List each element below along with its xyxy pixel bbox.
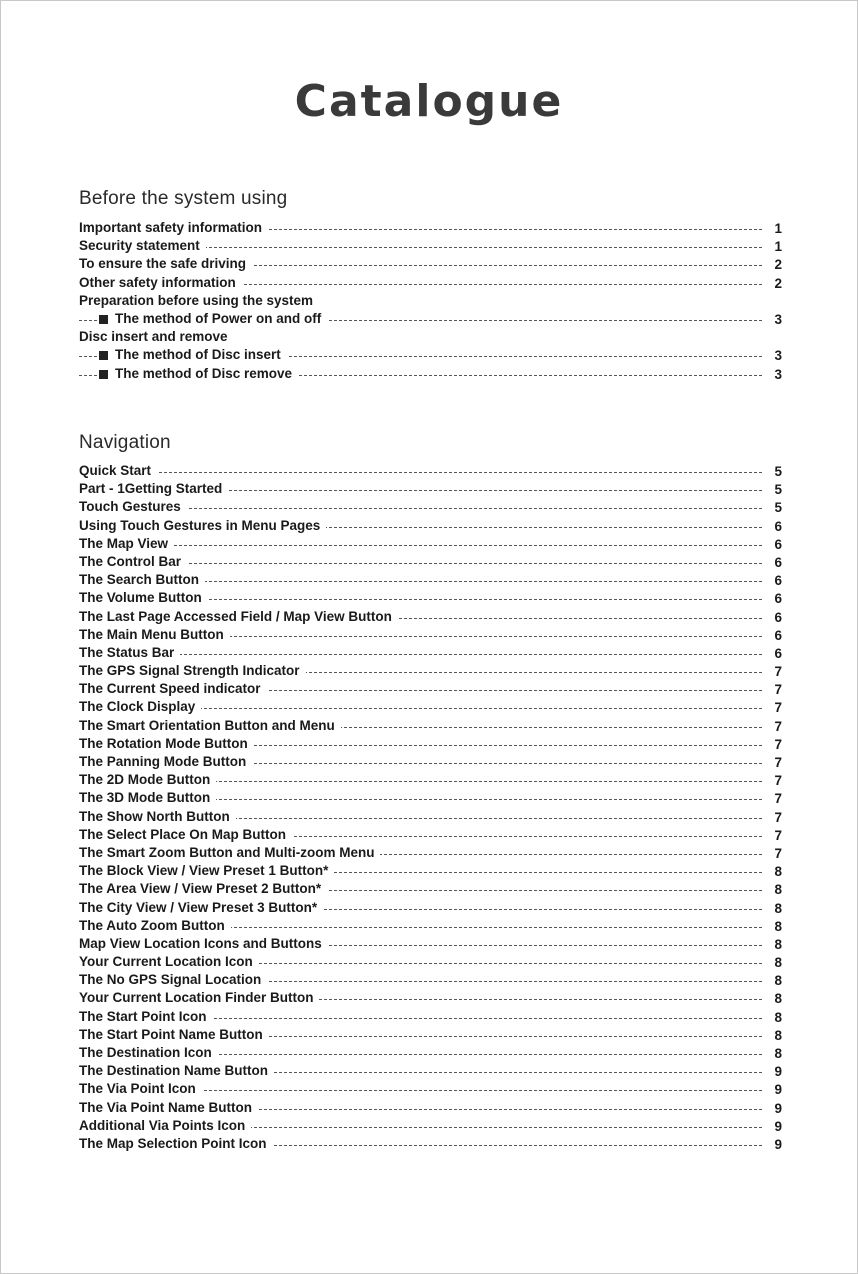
toc-entry-page: 8 xyxy=(762,863,782,881)
toc-entry-label: The Current Speed indicator xyxy=(79,680,267,698)
toc-entry-label: The Start Point Name Button xyxy=(79,1026,269,1044)
toc-entry[interactable] xyxy=(79,255,782,273)
toc-entry[interactable] xyxy=(79,571,782,589)
toc-entry[interactable] xyxy=(79,608,782,626)
toc-entry-page: 1 xyxy=(762,220,782,238)
toc-entry-label: The Via Point Name Button xyxy=(79,1099,258,1117)
toc-entry-page: 8 xyxy=(762,1045,782,1063)
toc-entry[interactable] xyxy=(79,771,782,789)
toc-entry-label: The 3D Mode Button xyxy=(79,789,216,807)
toc-entry-label: The No GPS Signal Location xyxy=(79,971,267,989)
toc-entry[interactable] xyxy=(79,880,782,898)
section-heading: Navigation xyxy=(79,432,171,453)
toc-entry[interactable] xyxy=(79,553,782,571)
toc-entry[interactable] xyxy=(79,935,782,953)
toc-entry-page: 7 xyxy=(762,699,782,717)
toc-entry-page: 6 xyxy=(762,572,782,590)
toc-entry[interactable] xyxy=(79,480,782,498)
toc-entry-label: The Map View xyxy=(79,535,174,553)
toc-entry-label: The Rotation Mode Button xyxy=(79,735,254,753)
toc-entry[interactable] xyxy=(79,1135,782,1153)
toc-entry-page: 6 xyxy=(762,518,782,536)
toc-entry-page: 7 xyxy=(762,718,782,736)
toc-entry-label: The Destination Name Button xyxy=(79,1062,274,1080)
toc-entry-label: Touch Gestures xyxy=(79,498,187,516)
toc-entry-label: Map View Location Icons and Buttons xyxy=(79,935,328,953)
toc-entry-page: 3 xyxy=(762,311,782,329)
toc-entry-page: 7 xyxy=(762,790,782,808)
toc-entry-page: 8 xyxy=(762,881,782,899)
toc-entry-label: The Auto Zoom Button xyxy=(79,917,231,935)
toc-entry[interactable] xyxy=(79,698,782,716)
toc-entry-page: 8 xyxy=(762,918,782,936)
toc-entry[interactable] xyxy=(79,535,782,553)
toc-entry-page: 7 xyxy=(762,827,782,845)
toc-entry-label: Other safety information xyxy=(79,274,242,292)
toc-entry-page: 6 xyxy=(762,554,782,572)
toc-entry-page: 6 xyxy=(762,590,782,608)
toc-entry[interactable] xyxy=(79,989,782,1007)
toc-entry[interactable] xyxy=(79,1044,782,1062)
toc-entry-label: Additional Via Points Icon xyxy=(79,1117,251,1135)
toc-entry[interactable] xyxy=(79,498,782,516)
toc-entry-label: Quick Start xyxy=(79,462,157,480)
toc-entry[interactable] xyxy=(79,365,782,383)
toc-entry-label: The method of Disc remove xyxy=(97,365,298,383)
toc-section-before xyxy=(79,219,782,383)
toc-entry[interactable] xyxy=(79,462,782,480)
square-bullet-icon xyxy=(99,370,108,379)
toc-entry-page: 8 xyxy=(762,1009,782,1027)
toc-entry-page: 5 xyxy=(762,481,782,499)
toc-entry[interactable] xyxy=(79,1080,782,1098)
dot-leader xyxy=(79,545,762,546)
toc-entry-page: 6 xyxy=(762,609,782,627)
toc-entry[interactable] xyxy=(79,237,782,255)
toc-entry-label: The Destination Icon xyxy=(79,1044,218,1062)
toc-entry[interactable] xyxy=(79,789,782,807)
toc-entry-page: 6 xyxy=(762,536,782,554)
toc-entry-label: The Status Bar xyxy=(79,644,180,662)
toc-entry[interactable] xyxy=(79,626,782,644)
toc-entry-label: The Start Point Icon xyxy=(79,1008,213,1026)
toc-entry-label: The Main Menu Button xyxy=(79,626,230,644)
toc-entry[interactable] xyxy=(79,1062,782,1080)
toc-entry-page: 8 xyxy=(762,900,782,918)
toc-entry-page: 8 xyxy=(762,954,782,972)
toc-entry[interactable] xyxy=(79,753,782,771)
toc-entry[interactable] xyxy=(79,292,782,310)
toc-entry[interactable] xyxy=(79,971,782,989)
toc-entry-label: Your Current Location Finder Button xyxy=(79,989,319,1007)
toc-entry[interactable] xyxy=(79,328,782,346)
toc-entry-label: The Smart Orientation Button and Menu xyxy=(79,717,341,735)
toc-entry-label: The 2D Mode Button xyxy=(79,771,216,789)
toc-entry-label: The Control Bar xyxy=(79,553,187,571)
toc-entry-page: 7 xyxy=(762,845,782,863)
toc-entry[interactable] xyxy=(79,717,782,735)
toc-entry[interactable] xyxy=(79,953,782,971)
toc-entry[interactable] xyxy=(79,680,782,698)
toc-entry-page: 3 xyxy=(762,366,782,384)
toc-entry-page: 9 xyxy=(762,1118,782,1136)
toc-entry-page: 5 xyxy=(762,499,782,517)
toc-entry-page: 7 xyxy=(762,736,782,754)
toc-entry[interactable] xyxy=(79,1008,782,1026)
dot-leader xyxy=(79,654,762,655)
toc-entry[interactable] xyxy=(79,310,782,328)
toc-entry-page: 8 xyxy=(762,990,782,1008)
toc-entry-label: The Volume Button xyxy=(79,589,208,607)
toc-entry[interactable] xyxy=(79,1099,782,1117)
toc-entry[interactable] xyxy=(79,274,782,292)
toc-entry-label: Preparation before using the system xyxy=(79,292,319,310)
toc-entry-page: 8 xyxy=(762,972,782,990)
toc-entry-page: 9 xyxy=(762,1100,782,1118)
toc-entry-label: The method of Disc insert xyxy=(97,346,287,364)
toc-entry-label: The Clock Display xyxy=(79,698,201,716)
toc-entry[interactable] xyxy=(79,844,782,862)
toc-entry-label: To ensure the safe driving xyxy=(79,255,252,273)
toc-entry[interactable] xyxy=(79,917,782,935)
toc-entry-page: 9 xyxy=(762,1136,782,1154)
toc-entry-label: The GPS Signal Strength Indicator xyxy=(79,662,306,680)
toc-entry-label: Part - 1Getting Started xyxy=(79,480,228,498)
toc-entry[interactable] xyxy=(79,862,782,880)
toc-entry-label: Disc insert and remove xyxy=(79,328,234,346)
toc-entry-label: Security statement xyxy=(79,237,206,255)
toc-entry-label: The Area View / View Preset 2 Button* xyxy=(79,880,327,898)
toc-entry-page: 5 xyxy=(762,463,782,481)
toc-entry-page: 2 xyxy=(762,275,782,293)
toc-entry-page: 7 xyxy=(762,663,782,681)
toc-entry-page: 9 xyxy=(762,1081,782,1099)
toc-entry-label: The City View / View Preset 3 Button* xyxy=(79,899,323,917)
square-bullet-icon xyxy=(99,351,108,360)
toc-entry[interactable] xyxy=(79,826,782,844)
toc-entry-label: Using Touch Gestures in Menu Pages xyxy=(79,517,326,535)
toc-entry[interactable] xyxy=(79,1117,782,1135)
toc-entry-label: The Smart Zoom Button and Multi-zoom Menu xyxy=(79,844,380,862)
toc-entry-label: The Last Page Accessed Field / Map View Button xyxy=(79,608,398,626)
toc-entry-label: The Show North Button xyxy=(79,808,236,826)
toc-entry[interactable] xyxy=(79,662,782,680)
toc-entry-page: 7 xyxy=(762,681,782,699)
toc-entry-page: 6 xyxy=(762,645,782,663)
toc-entry-label: The Search Button xyxy=(79,571,205,589)
toc-entry-page: 1 xyxy=(762,238,782,256)
toc-entry-label: The method of Power on and off xyxy=(97,310,327,328)
toc-entry[interactable] xyxy=(79,589,782,607)
toc-entry[interactable] xyxy=(79,346,782,364)
toc-entry[interactable] xyxy=(79,1026,782,1044)
toc-entry-label: The Panning Mode Button xyxy=(79,753,252,771)
toc-entry-label: The Block View / View Preset 1 Button* xyxy=(79,862,334,880)
section-heading: Before the system using xyxy=(79,188,288,209)
toc-section-navigation xyxy=(79,462,782,1153)
toc-entry-label: The Map Selection Point Icon xyxy=(79,1135,273,1153)
toc-entry-label: The Select Place On Map Button xyxy=(79,826,292,844)
square-bullet-icon xyxy=(99,315,108,324)
toc-entry-page: 9 xyxy=(762,1063,782,1081)
toc-entry-page: 6 xyxy=(762,627,782,645)
toc-entry[interactable] xyxy=(79,899,782,917)
toc-entry-page: 3 xyxy=(762,347,782,365)
toc-entry-page: 7 xyxy=(762,772,782,790)
toc-entry[interactable] xyxy=(79,644,782,662)
dot-leader xyxy=(79,472,762,473)
toc-entry[interactable] xyxy=(79,808,782,826)
page-title: Catalogue xyxy=(294,76,564,127)
toc-entry[interactable] xyxy=(79,219,782,237)
toc-entry-page: 2 xyxy=(762,256,782,274)
toc-entry-label: The Via Point Icon xyxy=(79,1080,202,1098)
toc-entry[interactable] xyxy=(79,735,782,753)
toc-entry-page: 8 xyxy=(762,1027,782,1045)
toc-entry-page: 8 xyxy=(762,936,782,954)
toc-entry-page: 7 xyxy=(762,809,782,827)
toc-entry-label: Important safety information xyxy=(79,219,268,237)
toc-entry-page: 7 xyxy=(762,754,782,772)
toc-entry-label: Your Current Location Icon xyxy=(79,953,259,971)
toc-entry[interactable] xyxy=(79,517,782,535)
